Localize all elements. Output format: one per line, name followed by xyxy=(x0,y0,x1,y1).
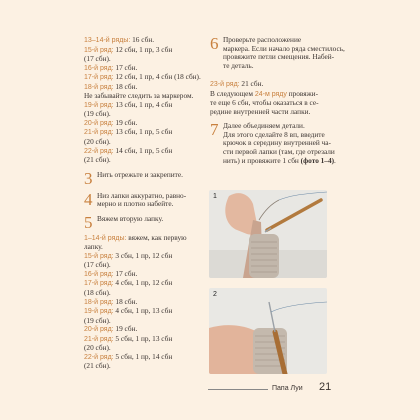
row-label: 19-й ряд: xyxy=(84,308,114,316)
step-text xyxy=(97,215,163,224)
footer-rule xyxy=(208,389,268,390)
row-text: провяжи- xyxy=(286,88,319,98)
row-text: 21 сбн. xyxy=(239,79,264,89)
row-text: 13 сбн, 1 пр, 5 сбн xyxy=(113,127,173,137)
row-label: 16-й ряд: xyxy=(84,64,114,72)
step-line-text: Для этого сделайте 8 вп, введите xyxy=(223,129,325,139)
step-line xyxy=(97,215,163,224)
step-number: 7 xyxy=(210,120,219,140)
row-text: 4 сбн, 1 пр, 13 сбн xyxy=(113,306,173,316)
instruction-row xyxy=(84,156,204,165)
instruction-row xyxy=(84,261,204,270)
step-number: 5 xyxy=(84,212,93,232)
row-label: 17-й ряд: xyxy=(84,280,114,288)
row-text: (20 сбн). xyxy=(84,343,111,353)
step-line-text: Вяжем вторую лапку. xyxy=(97,213,164,223)
row-label: 15-й ряд: xyxy=(84,252,114,260)
step-number: 6 xyxy=(210,34,219,53)
step-block xyxy=(84,189,204,209)
step-line xyxy=(223,62,345,71)
row-text: лапку. xyxy=(84,242,103,252)
photo-reference: (фото 1–4) xyxy=(300,155,335,165)
row-label: 19-й ряд: xyxy=(84,101,114,109)
step-line-text: нить) и провяжите 1 сбн xyxy=(223,155,301,165)
row-label: 13–14-й ряды: xyxy=(84,37,131,44)
photo-2-image xyxy=(209,288,327,374)
row-label: 22-й ряд: xyxy=(84,353,114,361)
step-line-text: Низ лапки аккуратно, равно- xyxy=(97,190,187,200)
step-text xyxy=(223,122,336,165)
left-column xyxy=(84,36,204,371)
row-text: (21 сбн). xyxy=(84,155,111,165)
row-text: 13 сбн, 1 пр, 4 сбн xyxy=(113,99,173,109)
step-line-text: сти первой лапки (там, где отрезали xyxy=(223,147,335,157)
photo-1-number: 1 xyxy=(213,193,217,200)
row-label: 20-й ряд: xyxy=(84,119,114,127)
step-line-text: Нить отрежьте и закрепите. xyxy=(97,169,183,179)
row-text: (20 сбн). xyxy=(84,137,111,147)
step-text xyxy=(97,192,186,209)
step-number: 4 xyxy=(84,189,93,209)
row-text: 18 сбн. xyxy=(113,81,138,91)
row-prefix: В следующем xyxy=(210,88,255,98)
step-block xyxy=(210,120,336,165)
row-label: 22-й ряд: xyxy=(84,147,114,155)
page-number: 21 xyxy=(319,381,332,393)
right-column xyxy=(210,34,345,169)
step-line xyxy=(97,171,183,180)
row-label: 21-й ряд: xyxy=(84,335,114,343)
row-text: те еще 6 сбн, чтобы оказаться в се- xyxy=(210,98,319,108)
photo-1 xyxy=(209,190,327,278)
row-text: (21 сбн). xyxy=(84,361,111,371)
photo-2-number: 2 xyxy=(213,291,217,298)
row-label: 21-й ряд: xyxy=(84,129,114,137)
step-line xyxy=(97,200,186,209)
row-label: 1–14-й ряды: xyxy=(84,234,127,242)
row-text: 19 сбн. xyxy=(113,117,138,127)
instruction-row xyxy=(84,55,204,64)
step-line-text: крючок в середину внутренней ча- xyxy=(223,138,331,148)
row-label: 23-й ряд: xyxy=(210,81,240,89)
row-label: 24-м ряду xyxy=(254,90,287,98)
footer-author: Папа Луи xyxy=(272,385,303,392)
row-text: 18 сбн. xyxy=(113,296,138,306)
row-label: 16-й ряд: xyxy=(84,270,114,278)
step-line xyxy=(223,157,336,166)
row-text: (19 сбн). xyxy=(84,109,111,119)
row-text: 17 сбн. xyxy=(113,268,138,278)
row-text: 3 сбн, 1 пр, 12 сбн xyxy=(113,250,173,260)
step-text xyxy=(223,36,345,70)
instruction-row xyxy=(84,110,204,119)
step-number: 3 xyxy=(84,168,93,188)
row-text: Не забывайте следить за маркером. xyxy=(84,91,194,101)
step-line-text: мерно и плотно набейте. xyxy=(97,199,174,209)
row-label: 17-й ряд: xyxy=(84,74,114,82)
row-text: 5 сбн, 1 пр, 13 сбн xyxy=(113,333,173,343)
row-text: 19 сбн. xyxy=(113,324,138,334)
step-line-text: Далее объединяем детали. xyxy=(223,121,305,131)
row-text: редине внутренней части лапки. xyxy=(210,106,311,116)
row-text: вяжем, как первую xyxy=(126,232,187,242)
step-line-text: Проверьте расположение xyxy=(223,35,302,44)
row-text: 4 сбн, 1 пр, 12 сбн xyxy=(113,278,173,288)
row-label: 20-й ряд: xyxy=(84,326,114,334)
row-text: (17 сбн). xyxy=(84,260,111,270)
row-text: 5 сбн, 1 пр, 14 сбн xyxy=(113,351,173,361)
step-line-text: те деталь. xyxy=(223,60,254,70)
row-text: 12 сбн, 1 пр, 4 сбн (18 сбн). xyxy=(113,72,201,82)
row-label: 18-й ряд: xyxy=(84,83,114,91)
instruction-row xyxy=(210,108,328,117)
photo-2 xyxy=(209,288,327,374)
step-block xyxy=(84,168,204,188)
row-text: (18 сбн). xyxy=(84,288,111,298)
step-block xyxy=(84,212,204,232)
row-text: 14 сбн, 1 пр, 5 сбн xyxy=(113,145,173,155)
instruction-row xyxy=(84,317,204,326)
row-text: 12 сбн, 1 пр, 3 сбн xyxy=(113,44,173,54)
step-line-text: маркера. Если начало ряда сместилось, xyxy=(223,43,345,53)
row-label: 15-й ряд: xyxy=(84,46,114,54)
step-text xyxy=(97,171,183,180)
instruction-row xyxy=(84,289,204,298)
step-block xyxy=(210,34,345,70)
row-text: (17 сбн). xyxy=(84,54,111,64)
row-text: 16 сбн. xyxy=(130,35,155,44)
row-label: 18-й ряд: xyxy=(84,298,114,306)
photo-1-image xyxy=(209,190,327,278)
instruction-row xyxy=(84,362,204,371)
step-line-text: провяжите петли смещения. Набей- xyxy=(223,52,335,62)
row-text: 17 сбн. xyxy=(113,62,138,72)
row-text: (19 сбн). xyxy=(84,315,111,325)
step-line-end: . xyxy=(334,155,336,165)
instruction-row xyxy=(84,73,204,83)
